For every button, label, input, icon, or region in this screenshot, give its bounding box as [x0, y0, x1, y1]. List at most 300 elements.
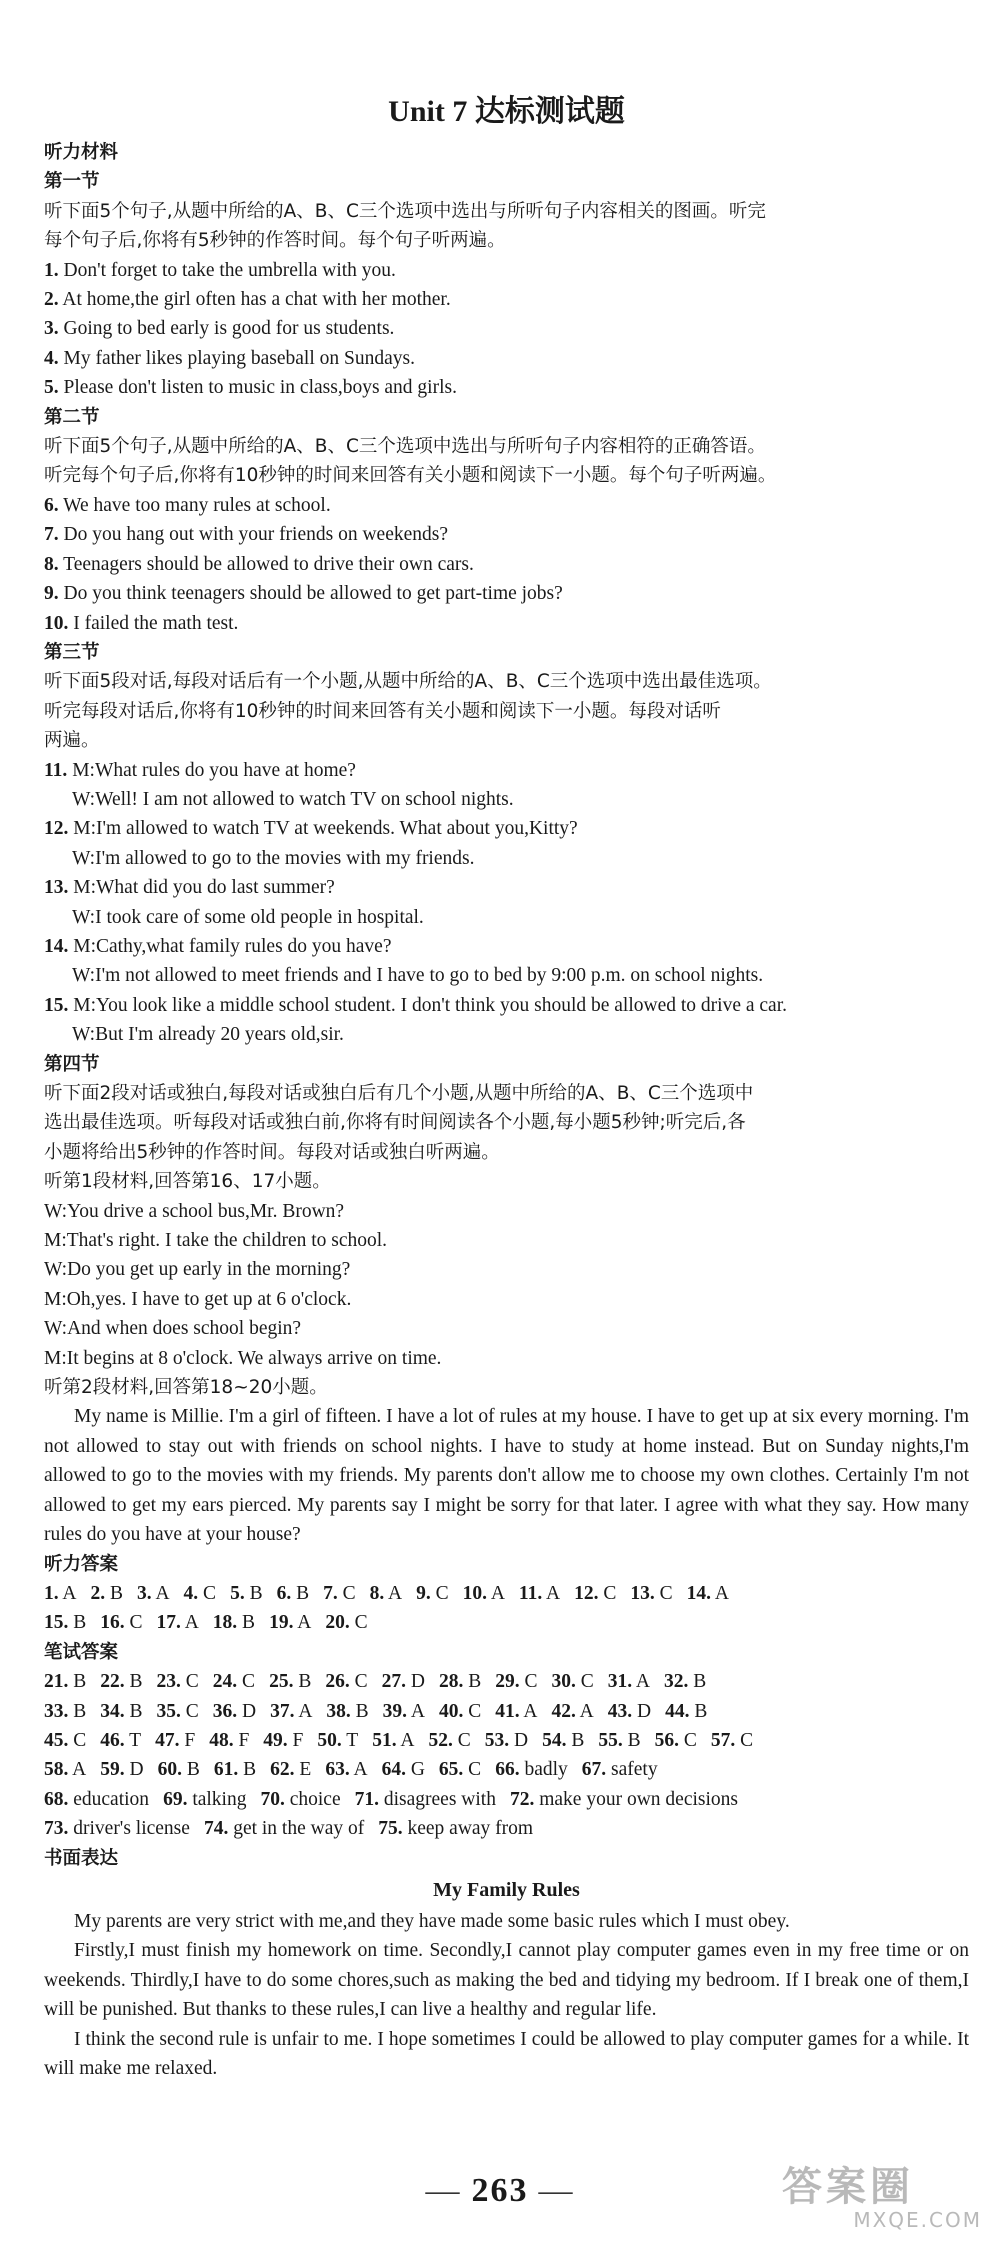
section4-part1-dialogue [44, 1197, 969, 1373]
answer-number: 57. [710, 1729, 736, 1751]
essay-paragraph: Firstly,I must finish my homework on time. Secondly,I cannot play computer games even in my free time or on weekends. Thirdly,I have to do some chores,such as making the bed and tidying my bedroom. If I break one of them,I will be punished. But thanks to these rules,I can live a healthy and regular life. [44, 1940, 969, 2021]
answer-number: 63. [325, 1759, 350, 1781]
answer-number: 74. [203, 1818, 229, 1840]
answer-item [184, 1583, 217, 1604]
section4-part1-header: 听第1段材料,回答第16、17小题。 [44, 1171, 331, 1193]
answer-item [44, 1730, 86, 1751]
answer-item [582, 1759, 658, 1780]
answer-number: 53. [484, 1729, 510, 1751]
listening-sentence [44, 609, 969, 638]
answer-value: T [341, 1729, 359, 1751]
answer-item [655, 1730, 697, 1751]
listening-sentence [44, 285, 969, 314]
answer-number: 59. [100, 1759, 125, 1781]
section3-instruction: 听下面5段对话,每段对话后有一个小题,从题中所给的A、B、C三个选项中选出最佳选项。 [44, 671, 772, 693]
listening-sentence [44, 550, 969, 579]
question-number: 15. [44, 994, 69, 1016]
question-number: 11. [44, 759, 68, 781]
answer-item [277, 1583, 310, 1604]
answer-item [510, 1789, 738, 1810]
answer-item [325, 1759, 367, 1780]
answer-item [44, 1789, 149, 1810]
answer-number: 19. [269, 1612, 294, 1634]
answer-number: 11. [518, 1582, 543, 1604]
speaker-line: M:Cathy,what family rules do you have? [68, 935, 392, 957]
answer-number: 46. [100, 1729, 125, 1751]
answer-number: 32. [664, 1671, 689, 1693]
answer-number: 65. [438, 1759, 464, 1781]
question-number: 5. [44, 377, 59, 399]
question-number: 9. [44, 583, 59, 605]
answer-item [608, 1671, 650, 1692]
essay-paragraph: My parents are very strict with me,and they have made some basic rules which I must obey. [74, 1910, 790, 1932]
dialogue-line-m [44, 932, 969, 961]
answer-item [100, 1730, 141, 1751]
answer-row [44, 1697, 969, 1726]
answer-number: 30. [551, 1671, 576, 1693]
section3-dialogues [44, 756, 969, 1050]
answer-item [323, 1583, 356, 1604]
answer-item [439, 1759, 481, 1780]
answer-item [157, 1612, 199, 1633]
listening-sentence [44, 314, 969, 343]
section3-instruction: 听完每段对话后,你将有10秒钟的时间来回答有关小题和阅读下一小题。每段对话听 [44, 700, 721, 722]
answer-item [382, 1671, 425, 1692]
answer-item [269, 1612, 311, 1633]
answer-number: 52. [428, 1729, 453, 1751]
question-number: 12. [44, 818, 69, 840]
dialogue-line: M:That's right. I take the children to school. [44, 1230, 388, 1252]
writing-header: 书面表达 [44, 1847, 119, 1869]
answer-value: B [124, 1700, 143, 1722]
answer-number: 35. [156, 1700, 181, 1722]
answer-item [495, 1671, 537, 1692]
section1-items [44, 256, 969, 403]
answer-value: F [233, 1729, 250, 1751]
answer-value: B [566, 1729, 585, 1751]
answer-value: D [509, 1729, 529, 1751]
section2-header: 第二节 [44, 406, 100, 428]
answer-value: A [711, 1582, 729, 1604]
answer-number: 9. [416, 1582, 431, 1604]
answer-value: choice [284, 1788, 341, 1810]
question-number: 8. [44, 553, 59, 575]
answer-item [711, 1730, 753, 1751]
answer-number: 4. [183, 1582, 199, 1604]
question-text: Going to bed early is good for us students. [58, 318, 395, 340]
answer-number: 8. [369, 1582, 385, 1604]
answer-item [157, 1671, 199, 1692]
written-answers [44, 1667, 969, 1843]
answer-item [325, 1612, 367, 1633]
page-number-dash: — [425, 2172, 462, 2209]
answer-item [137, 1583, 170, 1604]
answer-value: B [689, 1700, 708, 1722]
answer-value: A [294, 1700, 313, 1722]
answer-number: 62. [270, 1759, 295, 1781]
section1-instruction: 听下面5个句子,从题中所给的A、B、C三个选项中选出与所听句子内容相关的图画。听完 [44, 200, 766, 222]
question-text: Do you think teenagers should be allowed to get part-time jobs? [58, 583, 563, 605]
answer-item [44, 1583, 77, 1604]
answer-item [519, 1583, 560, 1604]
answer-row [44, 1726, 969, 1755]
answer-value: B [622, 1729, 641, 1751]
answer-value: D [237, 1700, 257, 1722]
answer-value: D [405, 1671, 425, 1693]
answer-number: 22. [100, 1671, 125, 1693]
answer-item [260, 1789, 340, 1810]
answer-number: 66. [495, 1759, 520, 1781]
answer-item [270, 1759, 311, 1780]
dialogue-line: M:It begins at 8 o'clock. We always arrive on time. [44, 1347, 442, 1369]
answer-value: C [452, 1729, 471, 1751]
answer-value: B [238, 1759, 257, 1781]
answer-number: 29. [495, 1671, 520, 1693]
answer-number: 33. [44, 1700, 69, 1722]
answer-number: 56. [654, 1729, 679, 1751]
answer-value: A [575, 1700, 594, 1722]
worksheet-page [44, 92, 969, 2083]
answer-item [155, 1730, 195, 1751]
dialogue-line-m [44, 756, 969, 785]
answer-value: B [68, 1671, 87, 1693]
answer-item [485, 1730, 528, 1751]
answer-value: B [124, 1671, 143, 1693]
answer-number: 37. [270, 1700, 295, 1722]
answer-item [214, 1759, 256, 1780]
answer-item [213, 1701, 256, 1722]
answer-number: 15. [44, 1612, 69, 1634]
dialogue-line: W:You drive a school bus,Mr. Brown? [44, 1200, 345, 1222]
section4-part2-monologue: My name is Millie. I'm a girl of fifteen. I have a lot of rules at my house. I have to get up at six every morning. I'm not allowed to stay out with friends on school nights. I have to study at home instead. But on Sunday nights,I'm allowed to go to the movies with my friends. My parents don't allow me to choose my own clothes. Certainly I'm not allowed to get my ears pierced. My parents say I might be sorry for that later. I agree with what they say. How many rules do you have at your house? [44, 1406, 969, 1546]
section4-header: 第四节 [44, 1053, 100, 1075]
answer-item [158, 1759, 200, 1780]
answer-number: 3. [137, 1582, 152, 1604]
page-number-dash: — [538, 2172, 575, 2209]
answer-item [687, 1583, 729, 1604]
answer-value: A [293, 1612, 312, 1634]
section1-header: 第一节 [44, 171, 100, 193]
answer-item [598, 1730, 640, 1751]
answer-number: 36. [212, 1700, 238, 1722]
answer-value: F [287, 1729, 304, 1751]
speaker-line: M:What did you do last summer? [68, 877, 335, 899]
answer-value: make your own decisions [534, 1788, 738, 1810]
answer-number: 61. [213, 1759, 239, 1781]
answer-number: 14. [686, 1582, 712, 1604]
answer-number: 72. [509, 1788, 535, 1810]
dialogue-line-m [44, 873, 969, 902]
answer-number: 47. [155, 1729, 180, 1751]
section2-items [44, 491, 969, 638]
answer-value: E [294, 1759, 312, 1781]
answer-number: 54. [542, 1729, 567, 1751]
answer-number: 21. [44, 1671, 69, 1693]
answer-item [213, 1612, 255, 1633]
listening-answers [44, 1579, 969, 1638]
answer-value: A [542, 1582, 561, 1604]
answer-item [630, 1583, 672, 1604]
answer-number: 28. [438, 1671, 464, 1693]
answer-number: 23. [156, 1671, 181, 1693]
answer-number: 60. [157, 1759, 182, 1781]
question-number: 13. [44, 877, 69, 899]
answer-item [44, 1671, 86, 1692]
answer-value: get in the way of [228, 1818, 365, 1840]
essay-title: My Family Rules [433, 1878, 580, 1901]
question-text: Teenagers should be allowed to drive their own cars. [58, 553, 474, 575]
answer-number: 2. [90, 1582, 106, 1604]
question-number: 10. [44, 612, 69, 634]
answer-item [209, 1730, 249, 1751]
answer-value: B [68, 1612, 87, 1634]
answer-value: B [68, 1700, 87, 1722]
answer-item [495, 1759, 568, 1780]
dialogue-line-w: W:I took care of some old people in hospital. [72, 906, 424, 928]
answer-number: 40. [438, 1700, 464, 1722]
answer-number: 13. [630, 1582, 655, 1604]
answer-number: 26. [325, 1671, 350, 1693]
watermark-logo-text: 答案圈 [782, 2164, 914, 2210]
question-text: Don't forget to take the umbrella with you. [58, 259, 396, 281]
answer-number: 42. [551, 1700, 576, 1722]
answer-number: 50. [317, 1729, 342, 1751]
answer-value: driver's license [68, 1818, 190, 1840]
dialogue-line-w: W:Well! I am not allowed to watch TV on school nights. [72, 788, 514, 810]
answer-number: 64. [381, 1759, 406, 1781]
speaker-line: M:I'm allowed to watch TV at weekends. What about you,Kitty? [68, 818, 578, 840]
answer-item [428, 1730, 470, 1751]
answer-value: B [463, 1671, 482, 1693]
answer-value: C [237, 1671, 256, 1693]
answer-value: A [632, 1671, 650, 1693]
answer-row [44, 1814, 969, 1843]
answer-value: C [575, 1671, 594, 1693]
answer-row [44, 1579, 969, 1608]
answer-value: C [598, 1582, 617, 1604]
answer-value: B [688, 1671, 707, 1693]
answer-number: 55. [598, 1729, 623, 1751]
answer-row [44, 1667, 969, 1696]
answer-value: B [244, 1582, 263, 1604]
answer-number: 24. [212, 1671, 238, 1693]
answer-value: C [180, 1700, 199, 1722]
answer-item [213, 1671, 255, 1692]
answer-value: C [337, 1582, 356, 1604]
answer-value: C [735, 1729, 754, 1751]
dialogue-line-w: W:But I'm already 20 years old,sir. [72, 1024, 344, 1046]
question-text: Please don't listen to music in class,boys and girls. [58, 377, 457, 399]
answer-item [355, 1789, 496, 1810]
answer-number: 18. [212, 1612, 238, 1634]
question-text: My father likes playing baseball on Sundays. [58, 347, 415, 369]
answer-number: 75. [378, 1818, 403, 1840]
answer-row [44, 1755, 969, 1784]
answer-item [325, 1671, 367, 1692]
answer-item [44, 1701, 86, 1722]
answer-value: A [519, 1700, 538, 1722]
answer-number: 1. [44, 1582, 59, 1604]
answer-item [542, 1730, 584, 1751]
answer-number: 44. [665, 1700, 690, 1722]
answer-value: education [68, 1788, 150, 1810]
answer-number: 12. [574, 1582, 599, 1604]
answer-number: 67. [581, 1759, 607, 1781]
question-number: 7. [44, 524, 59, 546]
answer-item [157, 1701, 199, 1722]
answer-value: A [58, 1582, 77, 1604]
section3-instruction: 两遍。 [44, 730, 100, 752]
answer-number: 45. [44, 1729, 69, 1751]
answer-item [204, 1818, 364, 1839]
answer-number: 20. [325, 1612, 350, 1634]
answer-value: B [350, 1700, 369, 1722]
answer-number: 10. [462, 1582, 488, 1604]
answer-value: B [291, 1582, 310, 1604]
answer-item [495, 1701, 537, 1722]
answer-number: 27. [381, 1671, 406, 1693]
answer-value: C [198, 1582, 217, 1604]
speaker-line: M:You look like a middle school student. I don't think you should be allowed to drive a car. [68, 994, 787, 1016]
question-number: 4. [44, 347, 59, 369]
listening-sentence [44, 256, 969, 285]
answer-value: C [349, 1612, 368, 1634]
answer-number: 43. [607, 1700, 633, 1722]
answer-value: A [396, 1729, 415, 1751]
answer-number: 31. [607, 1671, 633, 1693]
answer-item [317, 1730, 358, 1751]
answer-number: 49. [263, 1729, 288, 1751]
answer-item [44, 1818, 190, 1839]
answer-number: 70. [260, 1788, 285, 1810]
answer-number: 7. [323, 1582, 338, 1604]
answer-item [551, 1701, 593, 1722]
answer-value: C [654, 1582, 673, 1604]
dialogue-line-w: W:I'm allowed to go to the movies with my friends. [72, 847, 475, 869]
answer-value: A [384, 1582, 403, 1604]
listening-answers-header: 听力答案 [44, 1553, 119, 1575]
answer-value: C [519, 1671, 538, 1693]
answer-value: C [349, 1671, 368, 1693]
dialogue-line-w: W:I'm not allowed to meet friends and I have to go to bed by 9:00 p.m. on school nights. [72, 965, 764, 987]
answer-value: B [181, 1759, 200, 1781]
answer-number: 41. [495, 1700, 520, 1722]
answer-value: A [407, 1700, 425, 1722]
answer-number: 5. [230, 1582, 245, 1604]
answer-value: A [151, 1582, 170, 1604]
answer-item [574, 1583, 616, 1604]
speaker-line: M:What rules do you have at home? [67, 759, 356, 781]
listening-sentence [44, 520, 969, 549]
answer-item [608, 1701, 651, 1722]
question-text: Do you hang out with your friends on weekends? [58, 524, 449, 546]
dialogue-line-m [44, 814, 969, 843]
question-number: 6. [44, 494, 59, 516]
answer-value: disagrees with [379, 1788, 496, 1810]
answer-value: A [68, 1759, 87, 1781]
answer-number: 16. [100, 1612, 125, 1634]
answer-number: 48. [209, 1729, 234, 1751]
answer-value: G [405, 1759, 425, 1781]
answer-value: D [124, 1759, 144, 1781]
listening-sentence [44, 491, 969, 520]
dialogue-line: W:And when does school begin? [44, 1318, 302, 1340]
section2-instruction: 听下面5个句子,从题中所给的A、B、C三个选项中选出与所听句子内容相符的正确答语。 [44, 436, 766, 458]
answer-number: 17. [156, 1612, 181, 1634]
question-number: 1. [44, 259, 59, 281]
answer-number: 34. [100, 1700, 125, 1722]
answer-item [263, 1730, 303, 1751]
answer-item [100, 1701, 142, 1722]
answer-value: safety [606, 1759, 658, 1781]
listening-sentence [44, 373, 969, 402]
answer-row [44, 1785, 969, 1814]
section4-instruction: 听下面2段对话或独白,每段对话或独白后有几个小题,从题中所给的A、B、C三个选项中 [44, 1083, 754, 1104]
answer-number: 73. [44, 1818, 69, 1840]
dialogue-line: W:Do you get up early in the morning? [44, 1259, 351, 1281]
answer-value: C [679, 1729, 697, 1751]
answer-value: C [124, 1612, 143, 1634]
question-text: I failed the math test. [68, 612, 239, 634]
answer-item [382, 1759, 425, 1780]
site-watermark [782, 2165, 982, 2235]
answer-number: 69. [163, 1788, 188, 1810]
answer-item [370, 1583, 403, 1604]
answer-number: 68. [44, 1788, 69, 1810]
answer-item [664, 1671, 706, 1692]
answer-row [44, 1608, 969, 1637]
answer-value: B [105, 1582, 124, 1604]
section4-instruction: 选出最佳选项。听每段对话或独白前,你将有时间阅读各个小题,每小题5秒钟;听完后,各 [44, 1112, 746, 1134]
question-number: 2. [44, 289, 59, 311]
section1-instruction: 每个句子后,你将有5秒钟的作答时间。每个句子听两遍。 [44, 230, 506, 252]
answer-item [100, 1759, 143, 1780]
written-answers-header: 笔试答案 [44, 1641, 119, 1663]
answer-number: 51. [372, 1729, 397, 1751]
answer-item [439, 1701, 481, 1722]
answer-number: 39. [382, 1700, 408, 1722]
essay-paragraph: I think the second rule is unfair to me. I hope sometimes I could be allowed to play computer games for a while. It will make me relaxed. [44, 2028, 969, 2079]
answer-value: C [68, 1729, 87, 1751]
answer-value: badly [519, 1759, 568, 1781]
listening-sentence [44, 579, 969, 608]
answer-number: 58. [44, 1759, 69, 1781]
answer-item [372, 1730, 414, 1751]
answer-item [44, 1612, 86, 1633]
answer-item [230, 1583, 263, 1604]
answer-value: C [463, 1759, 482, 1781]
answer-value: A [487, 1582, 505, 1604]
answer-item [100, 1612, 142, 1633]
question-number: 14. [44, 935, 69, 957]
answer-item [163, 1789, 246, 1810]
question-text: We have too many rules at school. [58, 494, 331, 516]
watermark-url: MXQE.COM [853, 2208, 982, 2232]
answer-item [665, 1701, 707, 1722]
answer-value: B [237, 1612, 256, 1634]
answer-value: talking [187, 1788, 247, 1810]
question-number: 3. [44, 318, 59, 340]
answer-value: F [179, 1729, 196, 1751]
dialogue-line-m [44, 991, 969, 1020]
answer-value: D [632, 1700, 652, 1722]
answer-item [269, 1671, 311, 1692]
answer-item [44, 1759, 86, 1780]
question-text: At home,the girl often has a chat with her mother. [58, 289, 451, 311]
answer-value: A [180, 1612, 199, 1634]
answer-item [326, 1701, 368, 1722]
answer-number: 71. [354, 1788, 379, 1810]
